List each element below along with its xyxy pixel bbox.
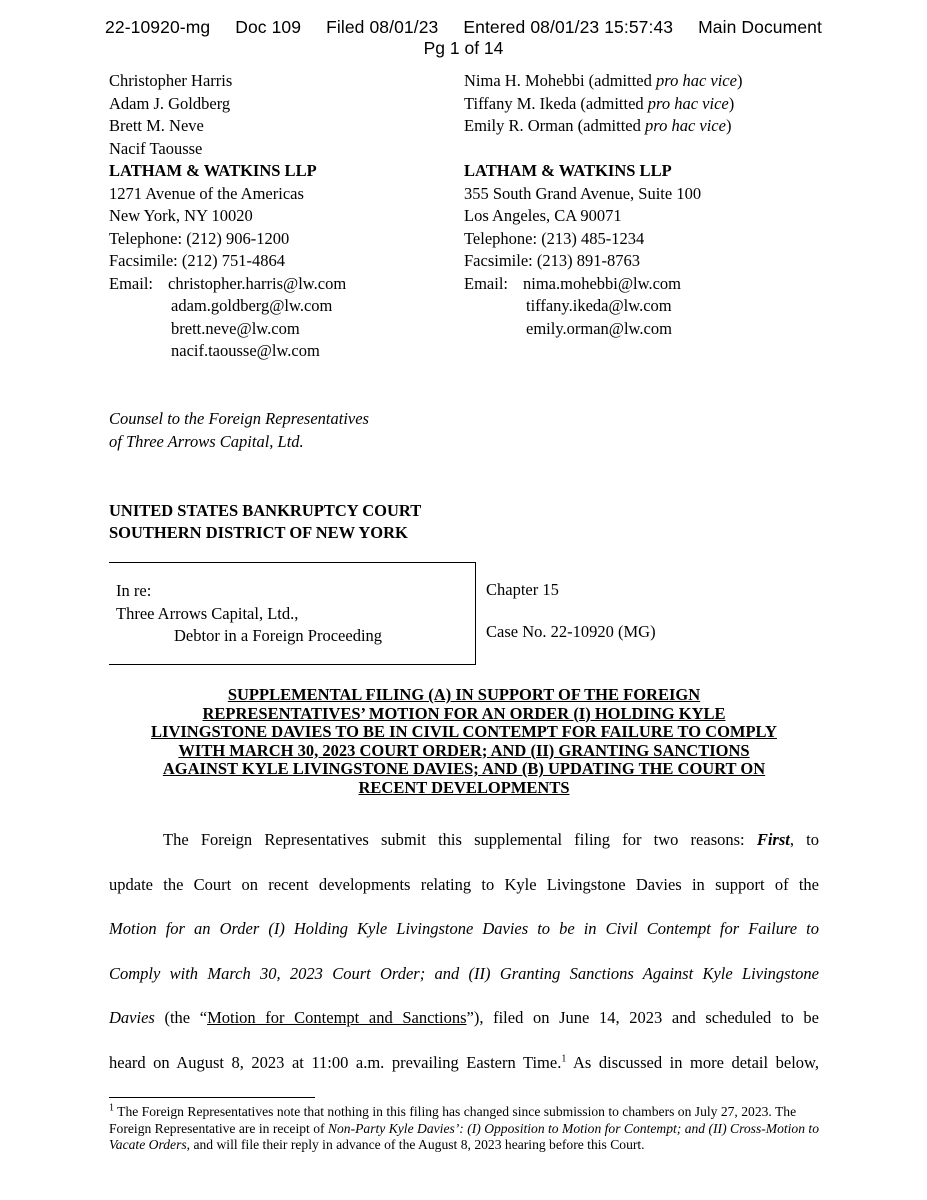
firm-telephone: Telephone: (213) 485-1234 bbox=[464, 228, 645, 248]
attorney-name: Nacif Taousse bbox=[109, 138, 203, 158]
email-address: christopher.harris@lw.com bbox=[168, 273, 347, 293]
attorney-line: Tiffany M. Ikeda (admitted pro hac vice) bbox=[464, 93, 735, 113]
body-line: heard on August 8, 2023 at 11:00 a.m. prevailing Eastern Time.$^1$ As discussed in more detail below, bbox=[109, 1052, 819, 1072]
pro-hac-vice: pro hac vice bbox=[647, 93, 729, 113]
pro-hac-vice: pro hac vice bbox=[656, 71, 737, 90]
email-line bbox=[109, 273, 346, 296]
debtor-description: Debtor in a Foreign Proceeding bbox=[174, 626, 383, 645]
emphasis-first: First bbox=[756, 830, 790, 849]
counsel-block-ny bbox=[109, 70, 346, 363]
case-number: Case No. 22-10920 (MG) bbox=[486, 622, 656, 641]
body-paragraph bbox=[109, 818, 819, 1085]
firm-address-line1: 355 South Grand Avenue, Suite 100 bbox=[464, 183, 702, 203]
in-re: In re: bbox=[116, 581, 152, 600]
debtor-name: Three Arrows Capital, Ltd., bbox=[116, 603, 299, 623]
footnote-ref[interactable]: 1 bbox=[561, 1053, 567, 1064]
counsel-to: Counsel to the Foreign Representatives of Three Arrows Capital, Ltd. bbox=[109, 409, 369, 451]
entered-date: Entered 08/01/23 15:57:43 bbox=[463, 17, 674, 37]
counsel-block-la bbox=[464, 70, 742, 340]
defined-term: Motion for Contempt and Sanctions bbox=[207, 1008, 467, 1027]
attorney-name: Adam J. Goldberg bbox=[109, 93, 231, 113]
firm-name: LATHAM & WATKINS LLP bbox=[109, 161, 317, 180]
email-label: Email: bbox=[109, 273, 153, 293]
email-address: brett.neve@lw.com bbox=[171, 318, 300, 338]
filed-date: Filed 08/01/23 bbox=[326, 17, 439, 37]
firm-address-line1: 1271 Avenue of the Americas bbox=[109, 183, 304, 203]
footnote: $^1$ The Foreign Representatives note that nothing in this filing has changed since submission to chambers on July 27, 2023. The Foreign Representative are in receipt of Non-Party Kyle Davies’: (I) Opposition to Motion for Contempt; and (II) Cross-Motion to Vacate Orders, and will file their reply in advance of the August 8, 2023 hearing before this Court. bbox=[109, 1102, 819, 1152]
attorney-name: Emily R. Orman bbox=[464, 116, 574, 135]
email-address: emily.orman@lw.com bbox=[526, 318, 672, 338]
firm-address-line2: New York, NY 10020 bbox=[109, 206, 253, 225]
body-line: update the Court on recent developments relating to Kyle Livingstone Davies in support of the bbox=[109, 874, 819, 894]
footnote-rule bbox=[109, 1097, 315, 1098]
email-label: Email: bbox=[464, 273, 508, 293]
attorney-name: Christopher Harris bbox=[109, 71, 233, 90]
firm-address-line2: Los Angeles, CA 90071 bbox=[464, 206, 622, 225]
footnote-marker: 1 bbox=[109, 1102, 114, 1114]
case-ref: 22-10920-mg bbox=[105, 17, 211, 37]
chapter: Chapter 15 bbox=[486, 580, 559, 599]
main-document-label: Main Document bbox=[698, 17, 822, 37]
email-address: nima.mohebbi@lw.com bbox=[523, 273, 682, 293]
ecf-header bbox=[0, 17, 927, 38]
body-line: Motion for an Order (I) Holding Kyle Livingstone Davies to be in Civil Contempt for Failure to bbox=[109, 919, 819, 938]
email-address: nacif.taousse@lw.com bbox=[171, 341, 320, 360]
body-line: The Foreign Representatives submit this supplemental filing for two reasons: First, to bbox=[163, 830, 819, 849]
email-address: tiffany.ikeda@lw.com bbox=[526, 296, 672, 315]
body-line: Comply with March 30, 2023 Court Order; and (II) Granting Sanctions Against Kyle Livingstone bbox=[109, 963, 819, 983]
document-title: SUPPLEMENTAL FILING (A) IN SUPPORT OF THE FOREIGN REPRESENTATIVES’ MOTION FOR AN ORDER (I) HOLDING KYLE LIVINGSTONE DAVIES TO BE IN CIVIL CONTEMPT FOR FAILURE TO COMPLY WITH MARCH 30, 2023 COURT ORDER; AND (II) GRANTING SANCTIONS AGAINST KYLE LIVINGSTONE DAVIES; AND (B) UPDATING THE COURT ON RECENT DEVELOPMENTS bbox=[151, 685, 777, 797]
firm-name: LATHAM & WATKINS LLP bbox=[464, 161, 672, 180]
case-caption bbox=[116, 580, 382, 648]
attorney-name: Tiffany M. Ikeda bbox=[464, 93, 577, 113]
attorney-line: Nima H. Mohebbi (admitted pro hac vice) bbox=[464, 71, 743, 90]
doc-number: Doc 109 bbox=[235, 17, 302, 37]
firm-facsimile: Facsimile: (212) 751-4864 bbox=[109, 251, 285, 270]
pro-hac-vice: pro hac vice bbox=[645, 116, 726, 135]
court-name: UNITED STATES BANKRUPTCY COURT SOUTHERN DISTRICT OF NEW YORK bbox=[109, 501, 422, 542]
attorney-name: Nima H. Mohebbi bbox=[464, 71, 585, 90]
page-count: Pg 1 of 14 bbox=[423, 38, 504, 58]
email-line bbox=[464, 273, 742, 296]
firm-facsimile: Facsimile: (213) 891-8763 bbox=[464, 251, 640, 270]
firm-telephone: Telephone: (212) 906-1200 bbox=[109, 228, 290, 248]
attorney-name: Brett M. Neve bbox=[109, 116, 204, 135]
email-address: adam.goldberg@lw.com bbox=[171, 296, 333, 315]
body-line: Davies (the “Motion for Contempt and Sanctions”), filed on June 14, 2023 and scheduled to be bbox=[109, 1008, 819, 1027]
attorney-line: Emily R. Orman (admitted pro hac vice) bbox=[464, 116, 732, 135]
